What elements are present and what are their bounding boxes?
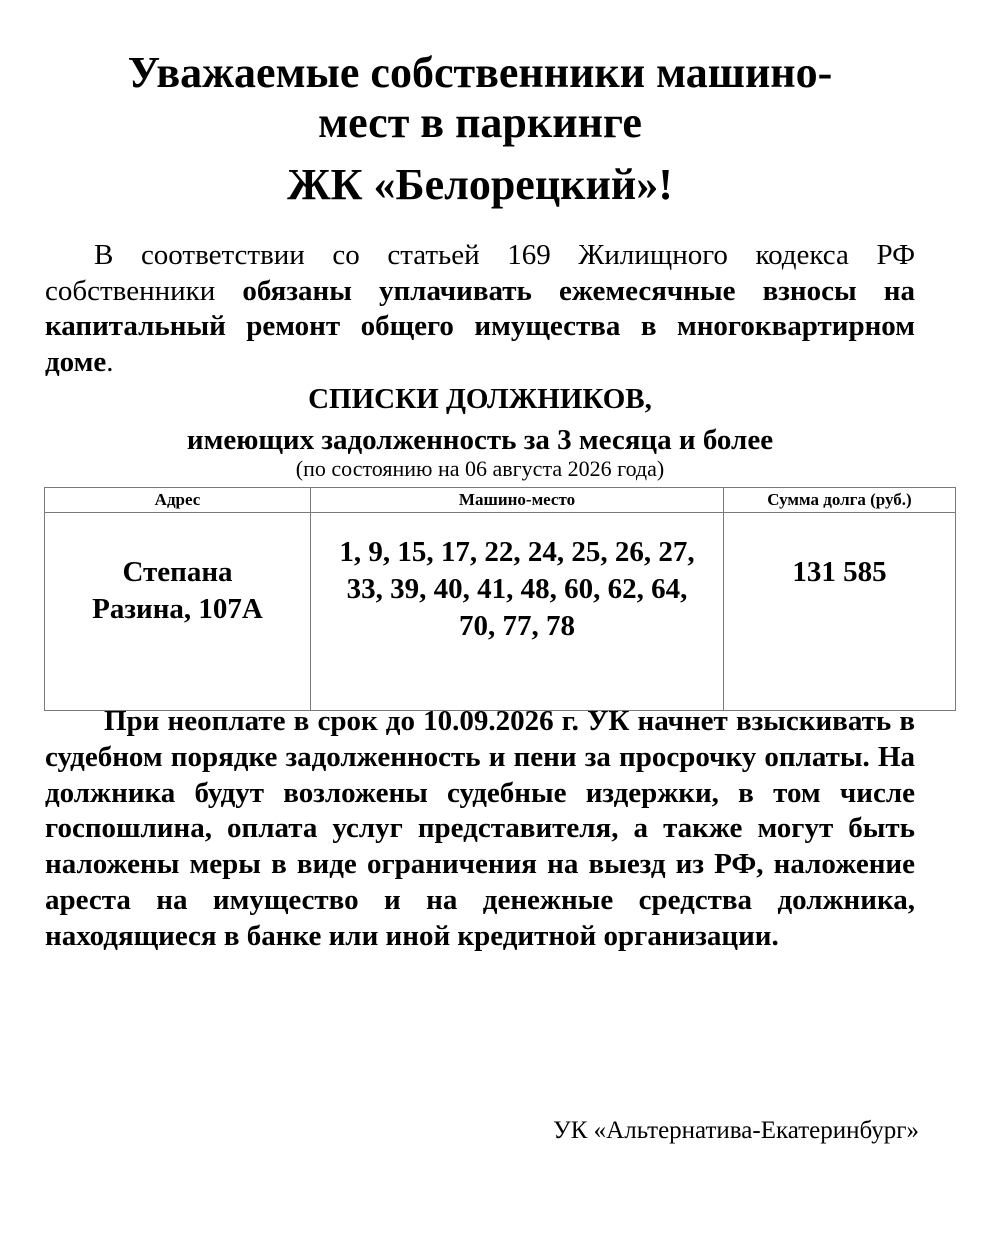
intro-text: В соответствии со статьей 169 Жилищного кодекса РФ собственники bbox=[45, 239, 915, 307]
parking-spaces-list: 1, 9, 15, 17, 22, 24, 25, 26, 27, 33, 39, 40, 41, 48, 60, 62, 64, 70, 77, 78 bbox=[339, 536, 695, 642]
column-header-parking-space: Машино-место bbox=[311, 488, 724, 513]
column-header-address: Адрес bbox=[45, 488, 311, 513]
address-cell bbox=[45, 513, 311, 711]
table-header-row bbox=[45, 488, 956, 513]
debt-amount-cell: 131 585 bbox=[724, 513, 956, 711]
address-line-2: Разина, 107А bbox=[92, 593, 263, 625]
warning-paragraph: При неоплате в срок до 10.09.2026 г. УК начнет взыскивать в судебном порядке задолженность и пени за просрочку оплаты. На должника будут возложены судебные издержки, в том числе госпошлина, оплата услуг представителя, а также могут быть наложены меры в виде ограничения на выезд из РФ, наложение ареста на имущество и на денежные средства должника, находящиеся в банке или иной кредитной организации. bbox=[45, 705, 915, 952]
intro-paragraph bbox=[45, 238, 915, 380]
intro-obligation-text: обязаны уплачивать ежемесячные взносы на капитальный ремонт общего имущества в многоквартирном доме bbox=[45, 274, 915, 378]
debtors-table bbox=[44, 487, 956, 711]
table-row bbox=[45, 513, 956, 711]
notice-title-line-2: мест в паркинге bbox=[318, 98, 642, 147]
intro-period: . bbox=[106, 345, 114, 378]
signature: УК «Альтернатива-Екатеринбург» bbox=[553, 1117, 919, 1144]
notice-title-line-1: Уважаемые собственники машино- bbox=[127, 48, 833, 97]
address-line-1: Степана bbox=[122, 556, 233, 588]
debtors-list-heading: СПИСКИ ДОЛЖНИКОВ, bbox=[308, 383, 652, 415]
notice-title-line-3: ЖК «Белорецкий»! bbox=[287, 160, 673, 209]
debtors-list-subheading: имеющих задолженность за 3 месяца и более bbox=[186, 424, 774, 456]
as-of-date-note: (по состоянию на 06 августа 2026 года) bbox=[295, 456, 665, 481]
parking-spaces-cell bbox=[311, 513, 724, 711]
column-header-debt-amount: Сумма долга (руб.) bbox=[724, 488, 956, 513]
